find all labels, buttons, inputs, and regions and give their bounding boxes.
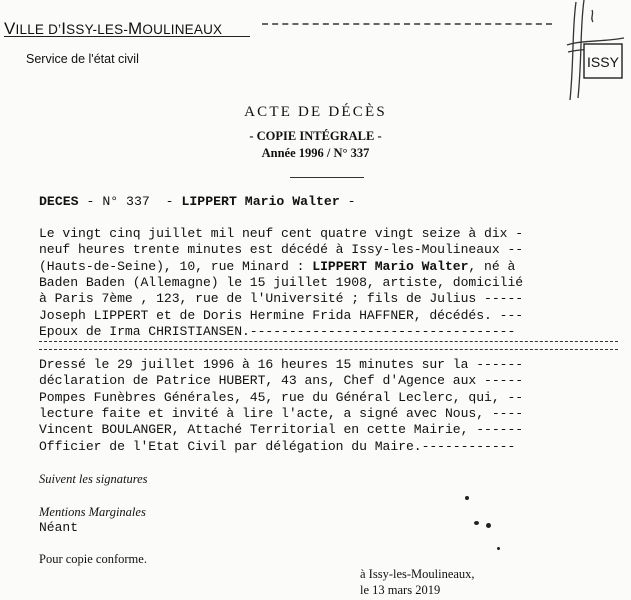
deces-suffix: -	[339, 194, 356, 209]
logo-text: ISSY	[587, 54, 619, 70]
ville-rest: ILLE D’	[15, 22, 62, 37]
death-record-paragraph	[39, 226, 523, 340]
issy-logo-icon	[562, 0, 631, 104]
paragraph-1-part-a: Le vingt cinq juillet mil neuf cent quatre vingt seize à dix - neuf heures trente minutes est décédé à Issy-les-Moulineaux -- (Hauts-de-Seine), 10, rue Minard :	[39, 226, 524, 274]
paragraph-1-part-b: , né à Baden Baden (Allemagne) le 15 juillet 1908, artiste, domicilié à Paris 7ème , 123, rue de l'Université ; fils de Julius ----- Joseph LIPPERT et de Doris Hermine Frida HAFFNER, décédés. --- Epoux de Irma CHRISTIANSEN.----------------------------------	[39, 258, 524, 340]
document-year-number: Année 1996 / N° 337	[261, 146, 370, 160]
issy-initial: I	[61, 19, 67, 38]
document-title: ACTE DE DÉCÈS	[244, 104, 387, 120]
declaration-paragraph: Dressé le 29 juillet 1996 à 16 heures 15 minutes sur la ------ déclaration de Patrice HUBERT, 43 ans, Chef d'Agence aux ----- Pompes Funèbres Générales, 45, rue du Général Leclerc, qui, -- lecture faite et invité à lire l'acte, a signé avec Nous, ---- Vincent BOULANGER, Attaché Territorial en cette Mairie, ------ Officier de l'Etat Civil par délégation du Maire.------------	[39, 357, 524, 454]
separator-line-1	[39, 341, 618, 342]
moulineaux-rest: OULINEAUX	[142, 22, 223, 37]
deces-label: DECES	[39, 194, 79, 209]
signatures-note: Suivent les signatures	[39, 472, 148, 486]
deceased-name: LIPPERT Mario Walter	[181, 194, 340, 209]
certified-copy-note: Pour copie conforme.	[39, 552, 147, 566]
marginal-mentions-label: Mentions Marginales	[39, 505, 146, 519]
document-subtitle: - COPIE INTÉGRALE -	[249, 129, 382, 143]
deces-number: - N° 337 -	[78, 194, 182, 209]
moulineaux-initial: M	[128, 19, 143, 38]
header-dashed-rule	[262, 23, 552, 25]
issue-date: le 13 mars 2019	[360, 583, 441, 597]
header-rule	[4, 36, 250, 37]
title-underline	[290, 177, 364, 178]
scan-speck	[497, 547, 500, 550]
issy-rest: SSY-LES-	[66, 22, 129, 37]
paragraph-1-name: LIPPERT Mario Walter	[312, 258, 469, 274]
separator-line-2	[39, 349, 618, 350]
service-name: Service de l'état civil	[26, 52, 139, 66]
scan-speck	[474, 521, 479, 525]
scan-speck	[486, 523, 491, 528]
issue-place: à Issy-les-Moulineaux,	[360, 567, 475, 581]
ville-initial: V	[4, 19, 16, 38]
deces-heading	[39, 194, 356, 209]
marginal-mentions-value: Néant	[39, 520, 79, 535]
scan-speck	[465, 496, 469, 500]
